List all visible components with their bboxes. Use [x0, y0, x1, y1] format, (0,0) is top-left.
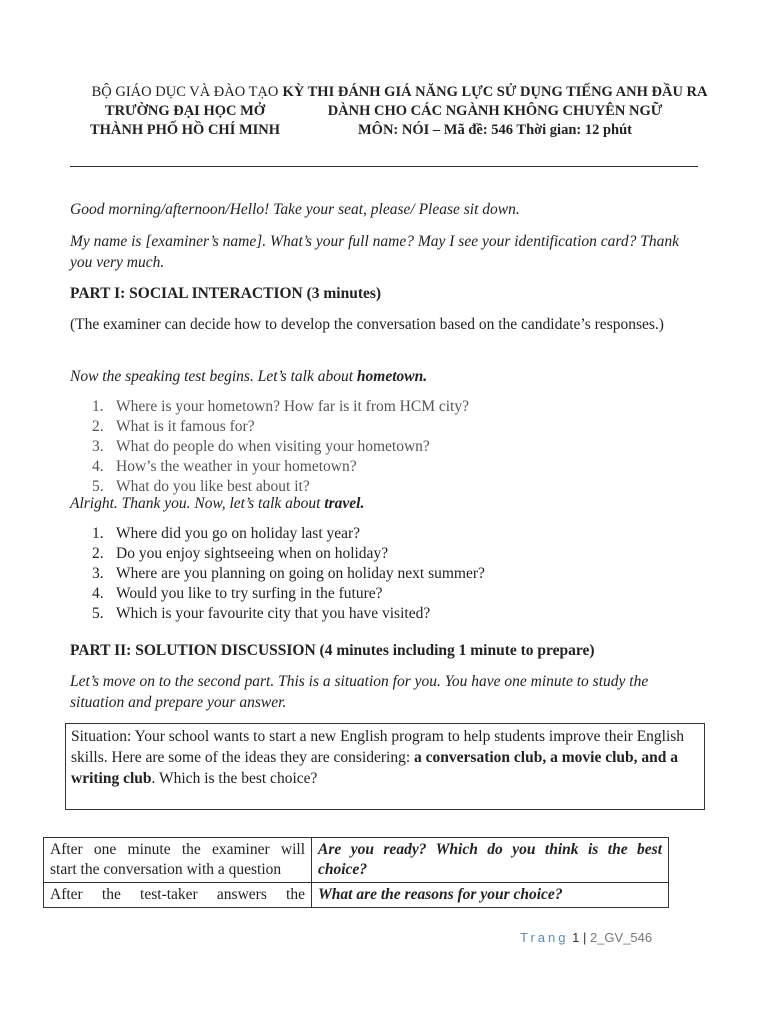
situation-prefix: Situation: Your school wants to start a new English program to help students improve their English skills. Here are some of the ideas they are considering: — [71, 728, 685, 766]
topic1-questions — [70, 397, 469, 497]
table-row — [44, 883, 669, 908]
table-cell-question: Are you ready? Which do you think is the best choice? — [312, 838, 669, 883]
list-item: 3. Where are you planning on going on holiday next summer? — [92, 565, 485, 582]
topic1-intro — [70, 366, 700, 387]
situation-suffix: . Which is the best choice? — [151, 770, 318, 787]
table-row — [44, 838, 669, 883]
list-item: 1. Where is your hometown? How far is it from HCM city? — [92, 398, 469, 415]
exam-subtitle: DÀNH CHO CÁC NGÀNH KHÔNG CHUYÊN NGỮ — [327, 103, 663, 119]
greeting-text: Good morning/afternoon/Hello! Take your seat, please/ Please sit down. — [70, 201, 520, 218]
list-item: 5. What do you like best about it? — [92, 478, 310, 495]
page-footer — [520, 930, 720, 945]
topic2-prefix: Alright. Thank you. Now, let’s talk about — [70, 495, 325, 512]
header-divider — [70, 166, 698, 167]
conversation-table — [43, 837, 669, 908]
topic1-prefix: Now the speaking test begins. Let’s talk about — [70, 368, 357, 385]
footer-separator: | — [579, 930, 590, 945]
footer-page-number: 1 — [572, 930, 580, 945]
table-cell-instruction: After one minute the examiner will start the conversation with a question — [44, 838, 312, 883]
situation-options: a conversation club, a movie club, and a writing club — [71, 749, 678, 787]
list-item: 4. Would you like to try surfing in the future? — [92, 585, 383, 602]
list-item: 1. Where did you go on holiday last year? — [92, 525, 361, 542]
name-request-text: My name is [examiner’s name]. What’s your full name? May I see your identification card? Thank you very much. — [70, 233, 679, 271]
part2-instruction: Let’s move on to the second part. This is a situation for you. You have one minute to study the situation and prepare your answer. — [70, 673, 649, 711]
table-cell-instruction: After the test-taker answers the — [44, 883, 312, 908]
city-name: THÀNH PHỐ HỒ CHÍ MINH — [89, 122, 281, 138]
table-cell-question: What are the reasons for your choice? — [312, 883, 669, 908]
part2-heading: PART II: SOLUTION DISCUSSION (4 minutes including 1 minute to prepare) — [70, 642, 595, 659]
footer-trang: Trang — [520, 930, 569, 945]
topic2-intro — [70, 493, 700, 514]
ministry-name: BỘ GIÁO DỤC VÀ ĐÀO TẠO — [91, 84, 279, 100]
part1-heading: PART I: SOCIAL INTERACTION (3 minutes) — [70, 285, 382, 302]
topic2-questions — [70, 524, 485, 624]
footer-code: 2_GV_546 — [589, 930, 653, 945]
list-item: 4. How’s the weather in your hometown? — [92, 458, 357, 475]
topic2-word: travel. — [324, 495, 365, 512]
list-item: 2. What is it famous for? — [92, 418, 255, 435]
list-item: 5. Which is your favourite city that you have visited? — [92, 605, 431, 622]
situation-box — [65, 723, 705, 810]
exam-title: KỲ THI ĐÁNH GIÁ NĂNG LỰC SỬ DỤNG TIẾNG ANH ĐẦU RA — [282, 84, 708, 100]
header-left — [70, 83, 300, 140]
topic1-word: hometown. — [356, 368, 428, 385]
exam-info: MÔN: NÓI – Mã đề: 546 Thời gian: 12 phút — [357, 122, 633, 138]
university-name: TRƯỜNG ĐẠI HỌC MỞ — [104, 103, 266, 119]
list-item: 3. What do people do when visiting your hometown? — [92, 438, 430, 455]
part1-note: (The examiner can decide how to develop the conversation based on the candidate’s responses.) — [70, 316, 664, 333]
header-right — [280, 83, 710, 140]
list-item: 2. Do you enjoy sightseeing when on holiday? — [92, 545, 389, 562]
